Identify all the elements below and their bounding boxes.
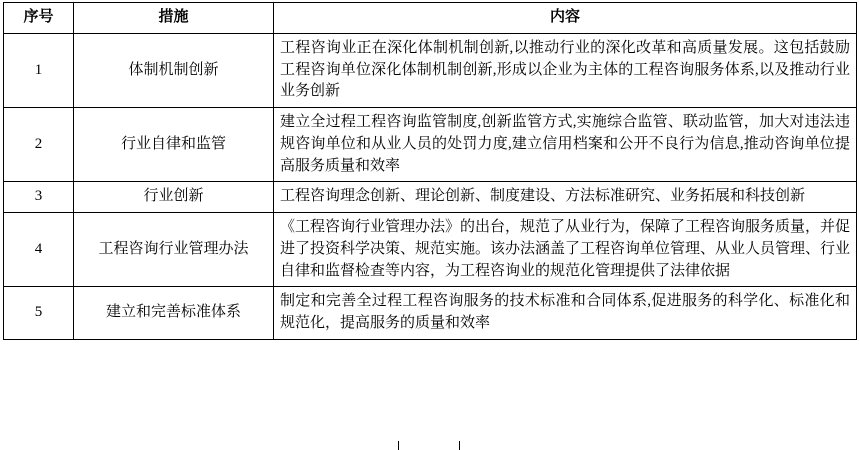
cell-no: 1 — [4, 33, 74, 107]
cell-content: 工程咨询业正在深化体制机制创新,以推动行业的深化改革和高质量发展。这包括鼓励工程咨询单位深化体制机制创新,形成以企业为主体的工程咨询服务体系,以及推动行业业务创新 — [274, 33, 857, 107]
page-footer — [0, 440, 859, 450]
cell-content: 建立全过程工程咨询监管制度,创新监管方式,实施综合监管、联动监管，加大对违法违规咨询单位和从业人员的处罚力度,建立信用档案和公开不良行为信息,推动咨询单位提高服务质量和效率 — [274, 108, 857, 182]
footer-mark — [398, 441, 460, 450]
cell-measure: 行业创新 — [74, 182, 274, 213]
cell-measure: 行业自律和监管 — [74, 108, 274, 182]
cell-no: 4 — [4, 213, 74, 287]
column-header-content: 内容 — [274, 3, 857, 34]
table-header — [4, 3, 857, 34]
cell-measure: 建立和完善标准体系 — [74, 287, 274, 340]
cell-content: 工程咨询理念创新、理论创新、制度建设、方法标准研究、业务拓展和科技创新 — [274, 182, 857, 213]
table-header-row — [4, 3, 857, 34]
table-row — [4, 182, 857, 213]
measures-table — [3, 2, 857, 340]
cell-content: 制定和完善全过程工程咨询服务的技术标准和合同体系,促进服务的科学化、标准化和规范化，提高服务的质量和效率 — [274, 287, 857, 340]
table-row — [4, 213, 857, 287]
table-body — [4, 33, 857, 339]
cell-no: 5 — [4, 287, 74, 340]
table-row — [4, 108, 857, 182]
cell-no: 2 — [4, 108, 74, 182]
table-row — [4, 287, 857, 340]
table-row — [4, 33, 857, 107]
cell-no: 3 — [4, 182, 74, 213]
column-header-measure: 措施 — [74, 3, 274, 34]
column-header-no: 序号 — [4, 3, 74, 34]
cell-measure: 工程咨询行业管理办法 — [74, 213, 274, 287]
cell-measure: 体制机制创新 — [74, 33, 274, 107]
cell-content: 《工程咨询行业管理办法》的出台，规范了从业行为，保障了工程咨询服务质量，并促进了投资科学决策、规范实施。该办法涵盖了工程咨询单位管理、从业人员管理、行业自律和监督检查等内容，为工程咨询业的规范化管理提供了法律依据 — [274, 213, 857, 287]
